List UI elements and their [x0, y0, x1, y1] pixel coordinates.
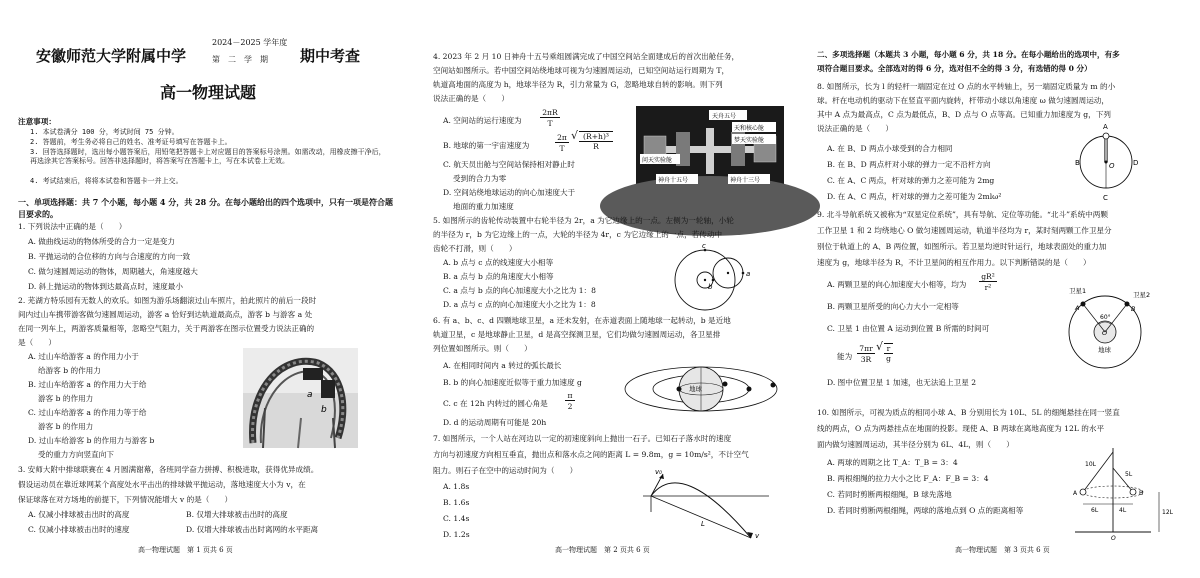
gear-diagram: [675, 243, 765, 315]
q6-option-a: A. 在相同时间内 a 转过的弧长最长: [443, 361, 562, 370]
station-label: 天和核心舱: [734, 125, 765, 132]
q8-option-a: A. 在 B、D 两点小球受到的合力相同: [827, 144, 953, 153]
q3-stem-line: 3. 安师大附中排球联赛在 4 月圆满谢幕，各班同学奋力拼搏、积极进取，获得优异成绩。: [18, 465, 319, 474]
q6-option-c: C. c 在 12h 内转过的圆心角是: [443, 399, 548, 408]
q9-option-a: A. 两颗卫星的向心加速度大小相等，均为: [827, 280, 967, 289]
q4-option-d: D. 空间站绕地球运动的向心加速度大于: [443, 188, 576, 197]
q2-option-c-cont: 游客 b 的作用力: [28, 422, 94, 431]
q3-stem-line: 保证球落在对方场地的前提下，下列情况能增大 v 的是（ ）: [18, 495, 233, 504]
q6-stem-line: 轨道卫星，c 是地球静止卫星，d 是高空探测卫星，它们均做匀速圆周运动，各卫星排: [433, 330, 721, 339]
q1-option-b: B. 平抛运动的合位移的方向与合速度的方向一致: [28, 252, 191, 261]
school-year: 2024－2025 学年度: [212, 38, 288, 47]
page-title: 高一物理试题: [160, 83, 257, 102]
q1-option-a: A. 做曲线运动的物体所受的合力一定是变力: [28, 237, 175, 246]
q9-stem-line: 9. 北斗导航系统又被称为“双星定位系统”，具有导航、定位等功能。“北斗”系统中两颗: [817, 210, 1108, 219]
q8-option-c: C. 在 A、C 两点，杆对球的弹力之差可能为 2mg: [827, 176, 995, 185]
coaster-label-a: a: [307, 390, 313, 400]
station-label: 梦天实验舱: [734, 137, 765, 144]
school-name: 安徽师范大学附属中学: [36, 47, 187, 65]
section-1-title: 一、单项选择题：共 7 个小题，每小题 4 分，共 28 分。在每小题给出的四个选项中，只有一项是符合题目要求的。: [18, 197, 393, 219]
conical-pendulum-diagram: [1055, 446, 1175, 542]
q1-option-c: C. 做匀速圆周运动的物体，周期越大，角速度越大: [28, 267, 198, 276]
radius-4l-label: 4L: [1119, 507, 1127, 514]
sqrt-sign: √: [876, 340, 884, 353]
page-1: [0, 0, 400, 578]
roller-coaster-photo: [243, 348, 358, 448]
q5-stem-line: 5. 如图所示的齿轮传动装置中右轮半径为 2r，a 为它边缘上的一点。左侧为一轮轴，小轮: [433, 216, 734, 225]
satellite-1-label: 卫星1: [1069, 287, 1087, 295]
q10-stem-line: 面内做匀速圆周运动，其半径分别为 6L、4L，则（ ）: [817, 440, 1014, 449]
earth-label: 地球: [1098, 346, 1111, 354]
page-3: [805, 0, 1200, 578]
angle-label: 60°: [1100, 314, 1111, 321]
beidou-orbit-diagram: [1045, 284, 1165, 376]
q6-stem-line: 列位置如图所示。则（ ）: [433, 344, 532, 353]
radius-6l-label: 6L: [1091, 507, 1099, 514]
q8-stem-line: 其中 A 点为最高点，C 点为最低点，B、D 点与 O 点等高。已知重力加速度为 g，下列: [817, 110, 1111, 119]
q9-frac-a-num: gR²: [979, 272, 997, 282]
q2-option-b: B. 过山车给游客 a 的作用力大于给: [28, 380, 147, 389]
position-a-label: A: [1075, 304, 1080, 312]
q4-option-a: A. 空间站的运行速度为: [443, 116, 522, 125]
center-o-label: O: [1102, 329, 1108, 337]
q9-option-c: C. 卫星 1 由位置 A 运动到位置 B 所需的时间可: [827, 324, 990, 333]
note-item: 1. 本试卷满分 100 分，考试时间 75 分钟。: [30, 128, 179, 136]
q2-option-c: C. 过山车给游客 a 的作用力等于给: [28, 408, 147, 417]
q10-stem-line: 线的两点，O 点为两悬挂点在地面的投影。现使 A、B 两球在离地高度为 12L 的水平: [817, 424, 1105, 433]
q2-option-b-cont: 游客 b 的作用力: [28, 394, 94, 403]
q5-stem-line: 的半径为 r，b 为它边缘上的一点，大轮的半径为 4r，c 为它边缘上的一点，若传动中: [433, 230, 723, 239]
semester: 第 二 学 期: [212, 55, 268, 64]
q6-stem-line: 6. 有 a、b、c、d 四颗地球卫星，a 还未发射，在赤道表面上随地球一起转动，b 是近地: [433, 316, 731, 325]
q4-option-c-cont: 受到的合力为零: [443, 174, 507, 183]
q6-option-b: B. b 的向心加速度近似等于重力加速度 g: [443, 378, 582, 387]
q9-frac-c-den: 3R: [860, 355, 872, 364]
q10-stem-line: 10. 如图所示，可视为质点的相同小球 A、B 分别用长为 10L、5L 的细绳悬挂在同一竖直: [817, 408, 1120, 417]
q3-option-d: D. 仅增大排球被击出时离网的水平距离: [186, 525, 319, 534]
q7-option-a: A. 1.8s: [443, 482, 470, 491]
q4-option-b: B. 地球的第一宇宙速度为: [443, 141, 530, 150]
q3-option-c: C. 仅减小排球被击出时的速度: [28, 525, 130, 534]
q4-stem-line: 说法正确的是（ ）: [433, 94, 509, 103]
rod-circle-diagram: [1075, 120, 1137, 204]
gear-label-a: a: [746, 270, 751, 278]
formula-b-num: 2π: [555, 133, 569, 143]
q7-option-c: C. 1.4s: [443, 514, 470, 523]
formula-a-num: 2πR: [540, 108, 560, 118]
length-5l-label: 5L: [1125, 471, 1133, 478]
q9-root-den: g: [886, 354, 891, 363]
q8-option-d: D. 在 A、C 两点，杆对球的弹力之差可能为 2mlω²: [827, 192, 1002, 201]
v-label: v: [755, 532, 760, 540]
q2-stem-line: 是（ ）: [18, 338, 56, 347]
q5-stem-line: 齿轮不打滑，则（ ）: [433, 244, 517, 253]
page-footer: 高一物理试题 第 1 页共 6 页: [138, 546, 233, 554]
earth-label: 地球: [689, 385, 702, 393]
q10-option-a: A. 两球的周期之比 T_A：T_B = 3：4: [827, 458, 958, 467]
q9-option-c-cont: 能为: [827, 352, 853, 361]
q4-stem-line: 空间站如图所示。若中国空间站绕地球可视为匀速圆周运动，已知空间站运行周期为 T，: [433, 66, 730, 75]
ball-a-label: A: [1073, 490, 1078, 497]
q2-option-a: A. 过山车给游客 a 的作用力小于: [28, 352, 139, 361]
sqrt-sign: √: [571, 129, 579, 142]
ball-b-label: B: [1139, 490, 1144, 497]
l-label: L: [701, 520, 705, 528]
section-2-title: 二、多项选择题（本题共 3 小题，每小题 6 分，共 18 分。在每小题给出的选项中，有多: [817, 50, 1120, 59]
q4-option-c: C. 航天员出舱与空间站保持相对静止时: [443, 160, 575, 169]
q9-option-b: B. 两颗卫星所受的向心力大小一定相等: [827, 302, 959, 311]
q5-option-b: B. a 点与 b 点的角速度大小相等: [443, 272, 554, 281]
q2-stem-line: 间内过山车携带游客做匀速圆周运动，游客 a 恰好到达轨道最高点，游客 b 与游客 a 处: [18, 310, 313, 319]
station-label: 问天实验舱: [642, 157, 673, 164]
point-a-label: A: [1103, 123, 1108, 131]
section-2-title-cont: 项符合题目要求。全部选对的得 6 分，选对但不全的得 3 分，有选错的得 0 分）: [817, 64, 1092, 73]
q3-option-b: B. 仅增大排球被击出时的高度: [186, 510, 288, 519]
q9-stem-line: 工作卫星 1 和 2 均绕地心 O 做匀速圆周运动，轨道半径均为 r，某时刻两颗工作卫星分: [817, 226, 1112, 235]
q7-option-d: D. 1.2s: [443, 530, 470, 539]
q7-stem-line: 阻力。则石子在空中的运动时间为（ ）: [433, 466, 578, 475]
q10-option-d: D. 若同时剪断两根细绳，两球的落地点到 O 点的距离相等: [827, 506, 1024, 515]
q1-option-d: D. 斜上抛运动的物体到达最高点时，速度最小: [28, 282, 183, 291]
q2-stem-line: 在同一列车上，两游客质量相等，忽略空气阻力，关于两游客在图示位置受力说法正确的: [18, 324, 315, 333]
q5-option-a: A. b 点与 c 点的线速度大小相等: [443, 258, 554, 267]
ground-o-label: O: [1111, 535, 1116, 542]
note-item: 4. 考试结束后，将将本试卷和答题卡一并上交。: [30, 177, 183, 185]
gear-label-b: b: [708, 283, 713, 291]
space-station-photo: [636, 106, 784, 200]
q5-option-d: D. a 点与 c 点的向心加速度大小之比为 1：8: [443, 300, 596, 309]
q2-option-d: D. 过山车给游客 b 的作用力与游客 b: [28, 436, 155, 445]
q9-stem-line: 速度为 g，地球半径为 R，不计卫星间的相互作用力。以下判断错误的是（ ）: [817, 258, 1091, 267]
q8-stem-line: 8. 如图所示，长为 l 的轻杆一端固定在过 O 点的水平转轴上，另一端固定质量为 m 的小: [817, 82, 1116, 91]
v0-label: v₀: [655, 468, 662, 476]
page-2: [403, 0, 800, 578]
q1-stem: 1. 下列说法中正确的是（ ）: [18, 222, 127, 231]
q8-stem-line: 说法正确的是（ ）: [817, 124, 893, 133]
notes-title: 注意事项：: [18, 117, 56, 126]
length-10l-label: 10L: [1085, 461, 1096, 468]
formula-a-den: T: [547, 119, 553, 128]
satellite-orbit-diagram: [619, 360, 779, 418]
q8-option-b: B. 在 B、D 两点杆对小球的弹力一定不沿杆方向: [827, 160, 991, 169]
note-item: 2. 答题前，考生务必将自己的姓名、准考证号填写在答题卡上。: [30, 138, 232, 146]
projectile-diagram: [641, 466, 771, 542]
point-d-label: D: [1133, 159, 1139, 167]
gear-label-c: c: [702, 242, 706, 250]
page-footer: 高一物理试题 第 3 页共 6 页: [955, 546, 1050, 554]
q7-option-b: B. 1.6s: [443, 498, 470, 507]
height-12l-label: 12L: [1162, 509, 1173, 516]
formula-b-root: (R+h)³: [579, 131, 613, 142]
q4-stem-line: 4. 2023 年 2 月 10 日神舟十五号乘组圆满完成了中国空间站全面建成后的首次出舱任务，: [433, 52, 740, 61]
exam-name: 期中考查: [300, 47, 361, 65]
q8-stem-line: 球。杆在电动机的驱动下在竖直平面内旋转，杆带动小球以角速度 ω 做匀速圆周运动，: [817, 96, 1109, 105]
point-o-label: O: [1109, 162, 1115, 170]
point-c-label: C: [1103, 194, 1108, 202]
q7-stem-line: 方向与初速度方向相互垂直，抛出点和落水点之间的距离 L = 9.8m，g = 10m/s²，不计空气: [433, 450, 749, 459]
q7-stem-line: 7. 如图所示，一个人站在河边以一定的初速度斜向上抛出一石子。已知石子落水时的速度: [433, 434, 732, 443]
page-footer: 高一物理试题 第 2 页共 6 页: [555, 546, 650, 554]
coaster-label-b: b: [321, 405, 327, 415]
q9-frac-a-den: r²: [984, 283, 992, 292]
q2-option-a-cont: 给游客 b 的作用力: [28, 366, 101, 375]
note-item: 3. 回答选择题时，选出每小题答案后，用铅笔把答题卡上对应题目的答案标号涂黑。如需改动，用橡皮擦干净后，再选涂其它答案标号。回答非选择题时，将答案写在答题卡上，写在本试卷上无效。: [30, 148, 386, 166]
station-label: 天舟五号: [712, 113, 737, 120]
station-label: 神舟十三号: [730, 177, 761, 184]
q4-option-d-cont: 地面的重力加速度: [443, 202, 514, 211]
q4-stem-line: 轨道高地面的高度为 h，地球半径为 R，引力常量为 G，忽略地球自转的影响。则下列: [433, 80, 723, 89]
satellite-2-label: 卫星2: [1133, 291, 1151, 299]
position-b-label: B: [1131, 305, 1136, 313]
q5-option-c: C. a 点与 b 点的向心加速度大小之比为 1：8: [443, 286, 596, 295]
formula-b-den: T: [559, 144, 565, 153]
formula-b-root-den: R: [593, 142, 599, 151]
q10-option-b: B. 两根细绳的拉力大小之比 F_A：F_B = 3：4: [827, 474, 989, 483]
q2-option-d-cont: 受的重力方向竖直向下: [28, 450, 114, 459]
q9-root-num: r: [884, 343, 893, 354]
q6-option-d: D. d 的运动周期有可能是 20h: [443, 418, 547, 427]
q9-stem-line: 别位于轨道上的 A、B 两位置，如图所示。若卫星均逆时针运行，地球表面处的重力加: [817, 242, 1107, 251]
q3-stem-line: 假设运动员在靠近球网某个高度处水平击出的排球做平抛运动，落地速度大小为 v，在: [18, 480, 306, 489]
q9-frac-c-num: 7πr: [857, 344, 875, 354]
q9-option-d: D. 图中位置卫星 1 加速，也无法追上卫星 2: [827, 378, 977, 387]
q2-stem-line: 2. 芜湖方特乐园有无数人的欢乐。如图为游乐场翻滚过山车照片，拍此照片的前后一段时: [18, 296, 317, 305]
station-label: 神舟十五号: [658, 177, 689, 184]
q6-frac-den: 2: [567, 402, 573, 411]
q6-frac-num: π: [565, 391, 575, 401]
point-b-label: B: [1075, 159, 1080, 167]
q10-option-c: C. 若同时剪断两根细绳，B 球先落地: [827, 490, 952, 499]
q3-option-a: A. 仅减小排球被击出时的高度: [28, 510, 130, 519]
